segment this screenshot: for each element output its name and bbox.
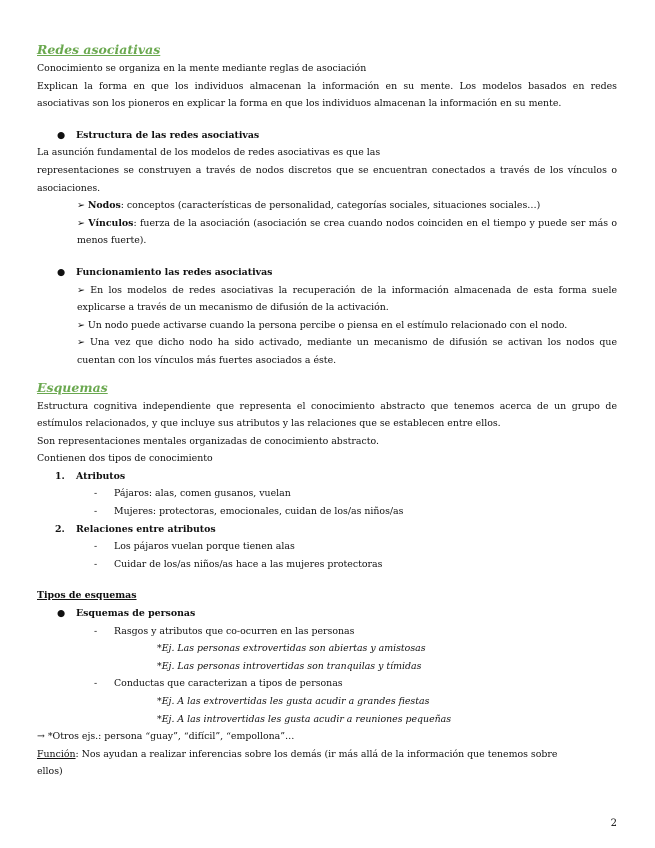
otros-ejemplos: → *Otros ejs.: persona “guay”, “difícil”, “empollona”… <box>37 731 295 743</box>
atributos-sub-2 <box>37 503 617 521</box>
personas-example-3: *Ej. A las extrovertidas les gusta acudir a grandes fiestas <box>157 696 430 707</box>
dash-icon: - <box>94 678 98 690</box>
atributos-sub-1-text: Pájaros: alas, comen gusanos, vuelan <box>114 488 291 500</box>
funcionamiento-item-1: ➢ En los modelos de redes asociativas la recuperación de la información almacenada de esta forma suele explicarse a través de un mecanismo de difusión de la activación. <box>77 284 617 314</box>
vinculos-text: : fuerza de la asociación (asociación se crea cuando nodos coinciden en el tiempo y puede ser más o menos fuerte). <box>77 217 617 247</box>
bullet-funcionamiento <box>37 264 617 282</box>
bullet-dot-icon: ● <box>57 266 66 278</box>
nodos-item <box>37 197 617 215</box>
bullet-dot-icon: ● <box>57 129 66 141</box>
bullet-esquemas-personas-label: Esquemas de personas <box>76 608 196 620</box>
funcion-label: Función <box>37 748 76 760</box>
personas-sub-1-text: Rasgos y atributos que co-ocurren en las personas <box>114 625 355 637</box>
relaciones-sub-2 <box>37 556 617 574</box>
esquemas-paragraph-3: Contienen dos tipos de conocimiento <box>37 453 213 465</box>
vinculos-item <box>37 215 617 250</box>
list-item-atributos-label: Atributos <box>76 470 126 482</box>
heading-redes-asociativas: Redes asociativas <box>37 42 161 57</box>
funcionamiento-item-2: ➢ Un nodo puede activarse cuando la persona percibe o piensa en el estímulo relacionado con el nodo. <box>77 319 568 331</box>
esquemas-paragraph-1: Estructura cognitiva independiente que representa el conocimiento abstracto que tenemos acerca de un grupo de estímulos relacionados, y que incluye sus atributos y las relaciones que se establecen entre ellos. <box>37 400 617 430</box>
list-item-relaciones <box>37 521 617 539</box>
bullet-dot-icon: ● <box>57 608 66 620</box>
list-number: 2. <box>55 523 65 535</box>
bullet-funcionamiento-label: Funcionamiento las redes asociativas <box>76 266 273 278</box>
relaciones-sub-1 <box>37 538 617 556</box>
funcion-line-2: ellos) <box>37 766 63 778</box>
personas-example-1: *Ej. Las personas extrovertidas son abiertas y amistosas <box>157 643 426 655</box>
nodos-text: : conceptos (características de personalidad, categorías sociales, situaciones sociales…) <box>120 200 541 212</box>
nodos-label: Nodos <box>87 200 121 212</box>
estructura-line-1: La asunción fundamental de los modelos de redes asociativas es que las <box>37 147 381 159</box>
esquemas-paragraph-2: Son representaciones mentales organizadas de conocimiento abstracto. <box>37 435 379 447</box>
list-item-relaciones-label: Relaciones entre atributos <box>76 523 216 535</box>
redes-intro-line: Conocimiento se organiza en la mente mediante reglas de asociación <box>37 63 367 74</box>
personas-sub-2-text: Conductas que caracterizan a tipos de personas <box>114 678 343 690</box>
list-number: 1. <box>55 470 65 482</box>
atributos-sub-2-text: Mujeres: protectoras, emocionales, cuidan de los/as niños/as <box>114 506 404 518</box>
page-content <box>37 40 617 781</box>
dash-icon: - <box>94 558 98 570</box>
dash-icon: - <box>94 488 98 500</box>
page-number: 2 <box>610 818 617 829</box>
atributos-sub-1 <box>37 485 617 503</box>
funcion-text: : Nos ayudan a realizar inferencias sobre los demás (ir más allá de la información que tenemos sobre <box>75 748 558 760</box>
dash-icon: - <box>94 625 98 637</box>
funcionamiento-item-3: ➢ Una vez que dicho nodo ha sido activado, mediante un mecanismo de difusión se activan los nodos que cuentan con los vínculos más fuertes asociados a éste. <box>77 337 617 366</box>
redes-intro-paragraph: Explican la forma en que los individuos almacenan la información en su mente. Los modelos basados en redes asociativas son los pioneros en explicar la forma en que los individuos almacenan la información en su mente. <box>37 80 617 110</box>
bullet-esquemas-personas <box>37 605 617 623</box>
personas-example-2: *Ej. Las personas introvertidas son tranquilas y tímidas <box>157 660 422 672</box>
bullet-estructura-label: Estructura de las redes asociativas <box>76 129 260 141</box>
bullet-estructura <box>37 127 617 145</box>
estructura-line-2: representaciones se construyen a través de nodos discretos que se encuentran conectados a través de los vínculos o asociaciones. <box>37 164 617 194</box>
arrow-icon: ➢ <box>77 200 88 212</box>
personas-sub-2 <box>37 675 617 693</box>
relaciones-sub-1-text: Los pájaros vuelan porque tienen alas <box>114 541 295 553</box>
arrow-icon: ➢ <box>77 217 89 229</box>
personas-sub-1 <box>37 623 617 641</box>
heading-esquemas: Esquemas <box>37 379 108 395</box>
list-item-atributos <box>37 468 617 486</box>
dash-icon: - <box>94 541 98 553</box>
tipos-esquemas-heading: Tipos de esquemas <box>37 590 137 602</box>
relaciones-sub-2-text: Cuidar de los/as niños/as hace a las mujeres protectoras <box>114 558 383 570</box>
dash-icon: - <box>94 506 98 518</box>
vinculos-label: Vínculos <box>88 217 134 229</box>
personas-example-4: *Ej. A las introvertidas les gusta acudir a reuniones pequeñas <box>157 713 452 725</box>
funcion-line <box>37 746 617 764</box>
